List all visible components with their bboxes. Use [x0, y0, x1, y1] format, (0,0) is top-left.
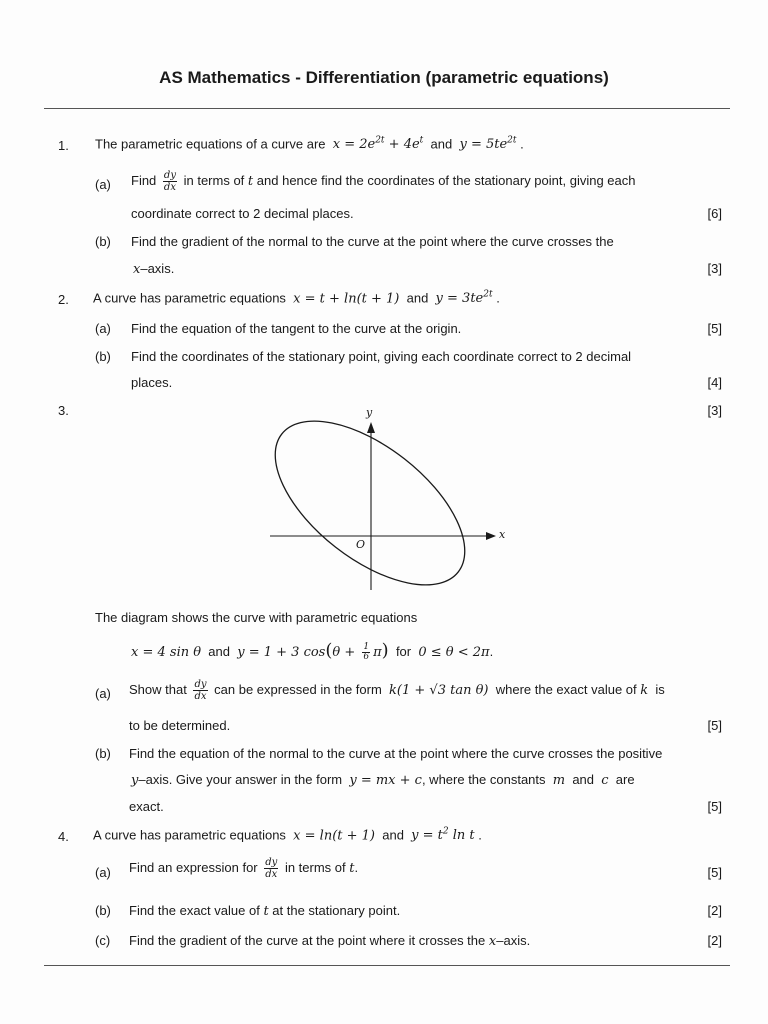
part-1b-line1: Find the gradient of the normal to the curve at the point where the curve crosses the — [131, 234, 614, 249]
x-axis-arrow — [486, 532, 496, 540]
y-axis-label: y — [366, 406, 373, 419]
dydx-fraction: $\frac{dy}{dx}$ — [194, 679, 207, 702]
marks: [5] — [707, 799, 722, 814]
one-sixth-fraction: $\frac{1}{6}$ — [363, 642, 370, 662]
part-label: (b) — [95, 349, 111, 364]
marks: [3] — [707, 261, 722, 276]
part-label: (b) — [95, 234, 111, 249]
part-1a-line2: coordinate correct to 2 decimal places. — [131, 206, 354, 221]
marks: [2] — [707, 903, 722, 918]
part-3a-line1: Show that $\frac{dy}{dx}$ can be expressed in the form k(1 + √3 tan θ) where the exact value of k is — [129, 679, 665, 702]
question-stem: A curve has parametric equations x = ln(t + 1) and $y = t^2$ ln t . — [93, 827, 482, 844]
part-label: (b) — [95, 903, 111, 918]
equation-x: x = ln(t + 1) — [293, 828, 375, 844]
part-3a-line2: to be determined. — [129, 718, 231, 733]
question-number: 1. — [58, 138, 69, 153]
part-2b-line1: Find the coordinates of the stationary point, giving each coordinate correct to 2 decimal — [131, 349, 632, 364]
parametric-equations: x = 4 sin θ and y = 1 + 3 cos(θ + $\frac{1}{6}$ π) for 0 ≤ θ < 2π. — [131, 640, 494, 662]
part-label: (c) — [95, 933, 111, 948]
part-2b-line2: places. — [131, 375, 173, 390]
question-number: 3. — [58, 403, 69, 418]
equation-x: $x = 2e^{2t} + 4e^t$ — [332, 136, 424, 153]
bottom-divider — [44, 965, 730, 966]
part-4c-text: Find the gradient of the curve at the point where it crosses the x–axis. — [129, 933, 531, 949]
ellipse-curve — [247, 390, 492, 616]
y-axis-arrow — [367, 422, 375, 433]
part-3b-line2: y–axis. Give your answer in the form y = mx + c, where the constants m and c are — [131, 772, 635, 788]
conjunction: and — [430, 136, 453, 152]
x-axis-label: x — [499, 528, 506, 541]
question-number: 4. — [58, 829, 69, 844]
part-2a-text: Find the equation of the tangent to the curve at the origin. — [131, 321, 462, 336]
marks: [6] — [707, 206, 722, 221]
stem-text: The parametric equations of a curve are — [95, 136, 326, 152]
marks: [3] — [707, 403, 722, 418]
part-3b-line1: Find the equation of the normal to the curve at the point where the curve crosses the positive — [129, 746, 663, 761]
part-label: (a) — [95, 321, 111, 336]
part-1a-line1: Find $\frac{dy}{dx}$ in terms of t and hence find the coordinates of the stationary point, giving each — [131, 170, 636, 193]
part-label: (a) — [95, 865, 111, 880]
page-title: AS Mathematics - Differentiation (parametric equations) — [159, 68, 609, 87]
dydx-fraction: $\frac{dy}{dx}$ — [163, 170, 176, 193]
question-number: 2. — [58, 292, 69, 307]
marks: [5] — [707, 718, 722, 733]
ellipse-diagram — [0, 400, 768, 600]
part-label: (b) — [95, 746, 111, 761]
part-4b-text: Find the exact value of t at the stationary point. — [129, 903, 401, 919]
part-1b-line2: x–axis. — [133, 261, 175, 277]
part-label: (a) — [95, 177, 111, 192]
question-stem: A curve has parametric equations x = t + ln(t + 1) and $y = 3te^{2t}$ . — [93, 290, 500, 307]
equation-y: $y = 5te^{2t}$ — [459, 136, 517, 153]
origin-label: O — [356, 538, 366, 551]
part-3b-line3: exact. — [129, 799, 164, 814]
part-4a-text: Find an expression for $\frac{dy}{dx}$ in terms of t. — [129, 857, 359, 880]
dydx-fraction: $\frac{dy}{dx}$ — [265, 857, 278, 880]
equation-y: $y = t^2$ ln t — [411, 827, 475, 844]
diagram-caption: The diagram shows the curve with parametric equations — [95, 610, 418, 625]
question-stem: The parametric equations of a curve are $x = 2e^{2t} + 4e^t$ and $y = 5te^{2t}$ . — [95, 136, 524, 153]
title-divider — [44, 108, 730, 109]
part-label: (a) — [95, 686, 111, 701]
marks: [2] — [707, 933, 722, 948]
equation-y: $y = 3te^{2t}$ — [435, 290, 493, 307]
marks: [4] — [707, 375, 722, 390]
marks: [5] — [707, 321, 722, 336]
marks: [5] — [707, 865, 722, 880]
equation-x: x = t + ln(t + 1) — [293, 291, 400, 307]
